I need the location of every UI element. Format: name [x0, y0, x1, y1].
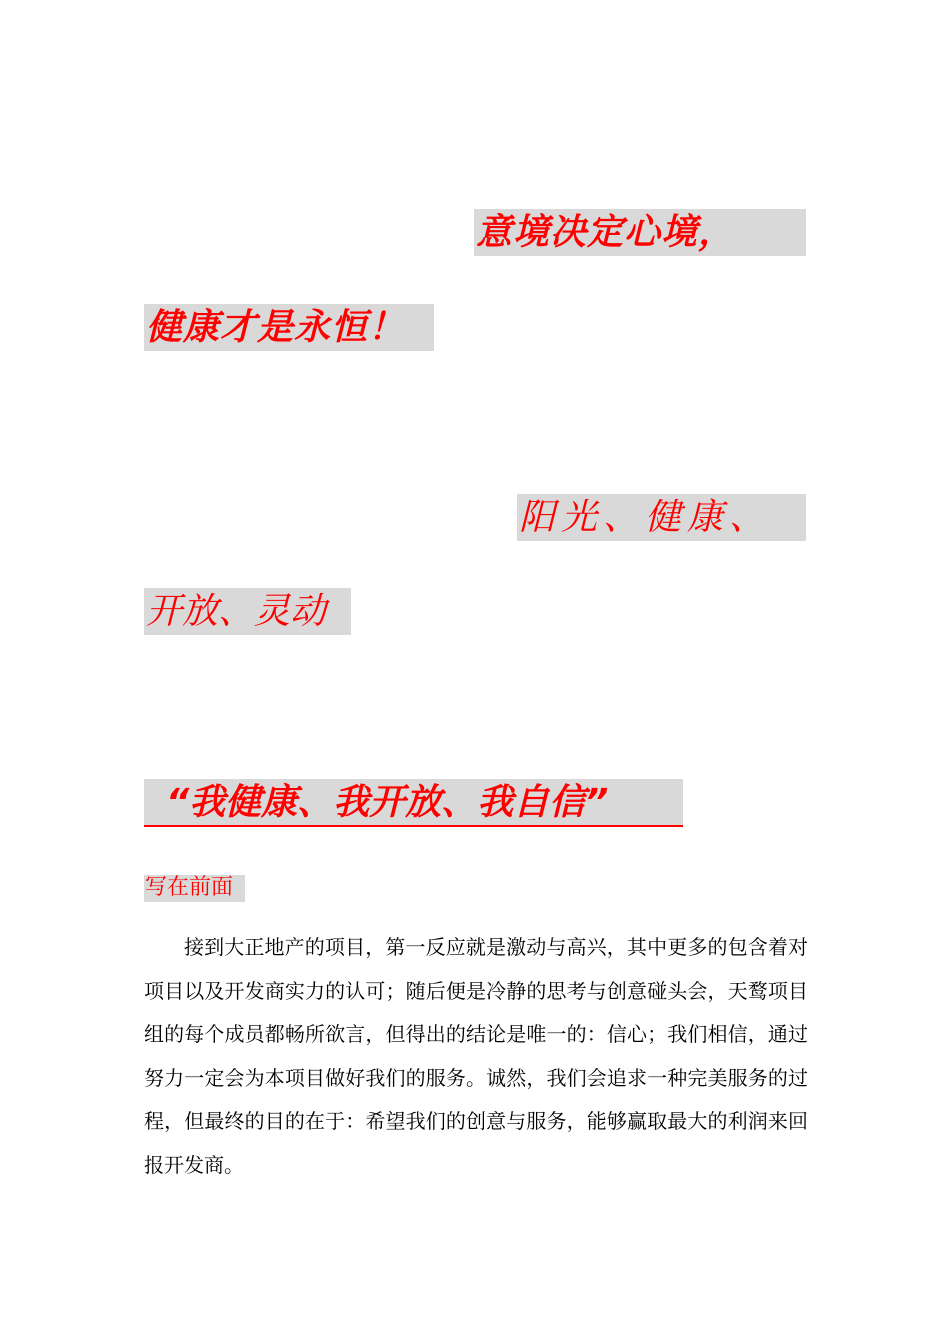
intro-paragraph: 接到大正地产的项目，第一反应就是激动与高兴，其中更多的包含着对项目以及开发商实力的认可；随后便是冷静的思考与创意碰头会，天鹜项目组的每个成员都畅所欲言，但得出的结论是唯一的：信心；我们相信，通过努力一定会为本项目做好我们的服务。诚然，我们会追求一种完美服务的过程，但最终的目的在于：希望我们的创意与服务，能够赢取最大的利润来回报开发商。	[144, 935, 808, 1177]
tagline-line-2: 开放、灵动	[144, 588, 351, 635]
section-title: 写在前面	[144, 875, 245, 902]
tagline-line-1: 阳光、健康、	[517, 494, 806, 541]
headline-line-2: 健康才是永恒！	[144, 304, 434, 351]
slogan: “我健康、我开放、我自信”	[144, 779, 683, 827]
headline-line-1: 意境决定心境，	[474, 209, 806, 256]
